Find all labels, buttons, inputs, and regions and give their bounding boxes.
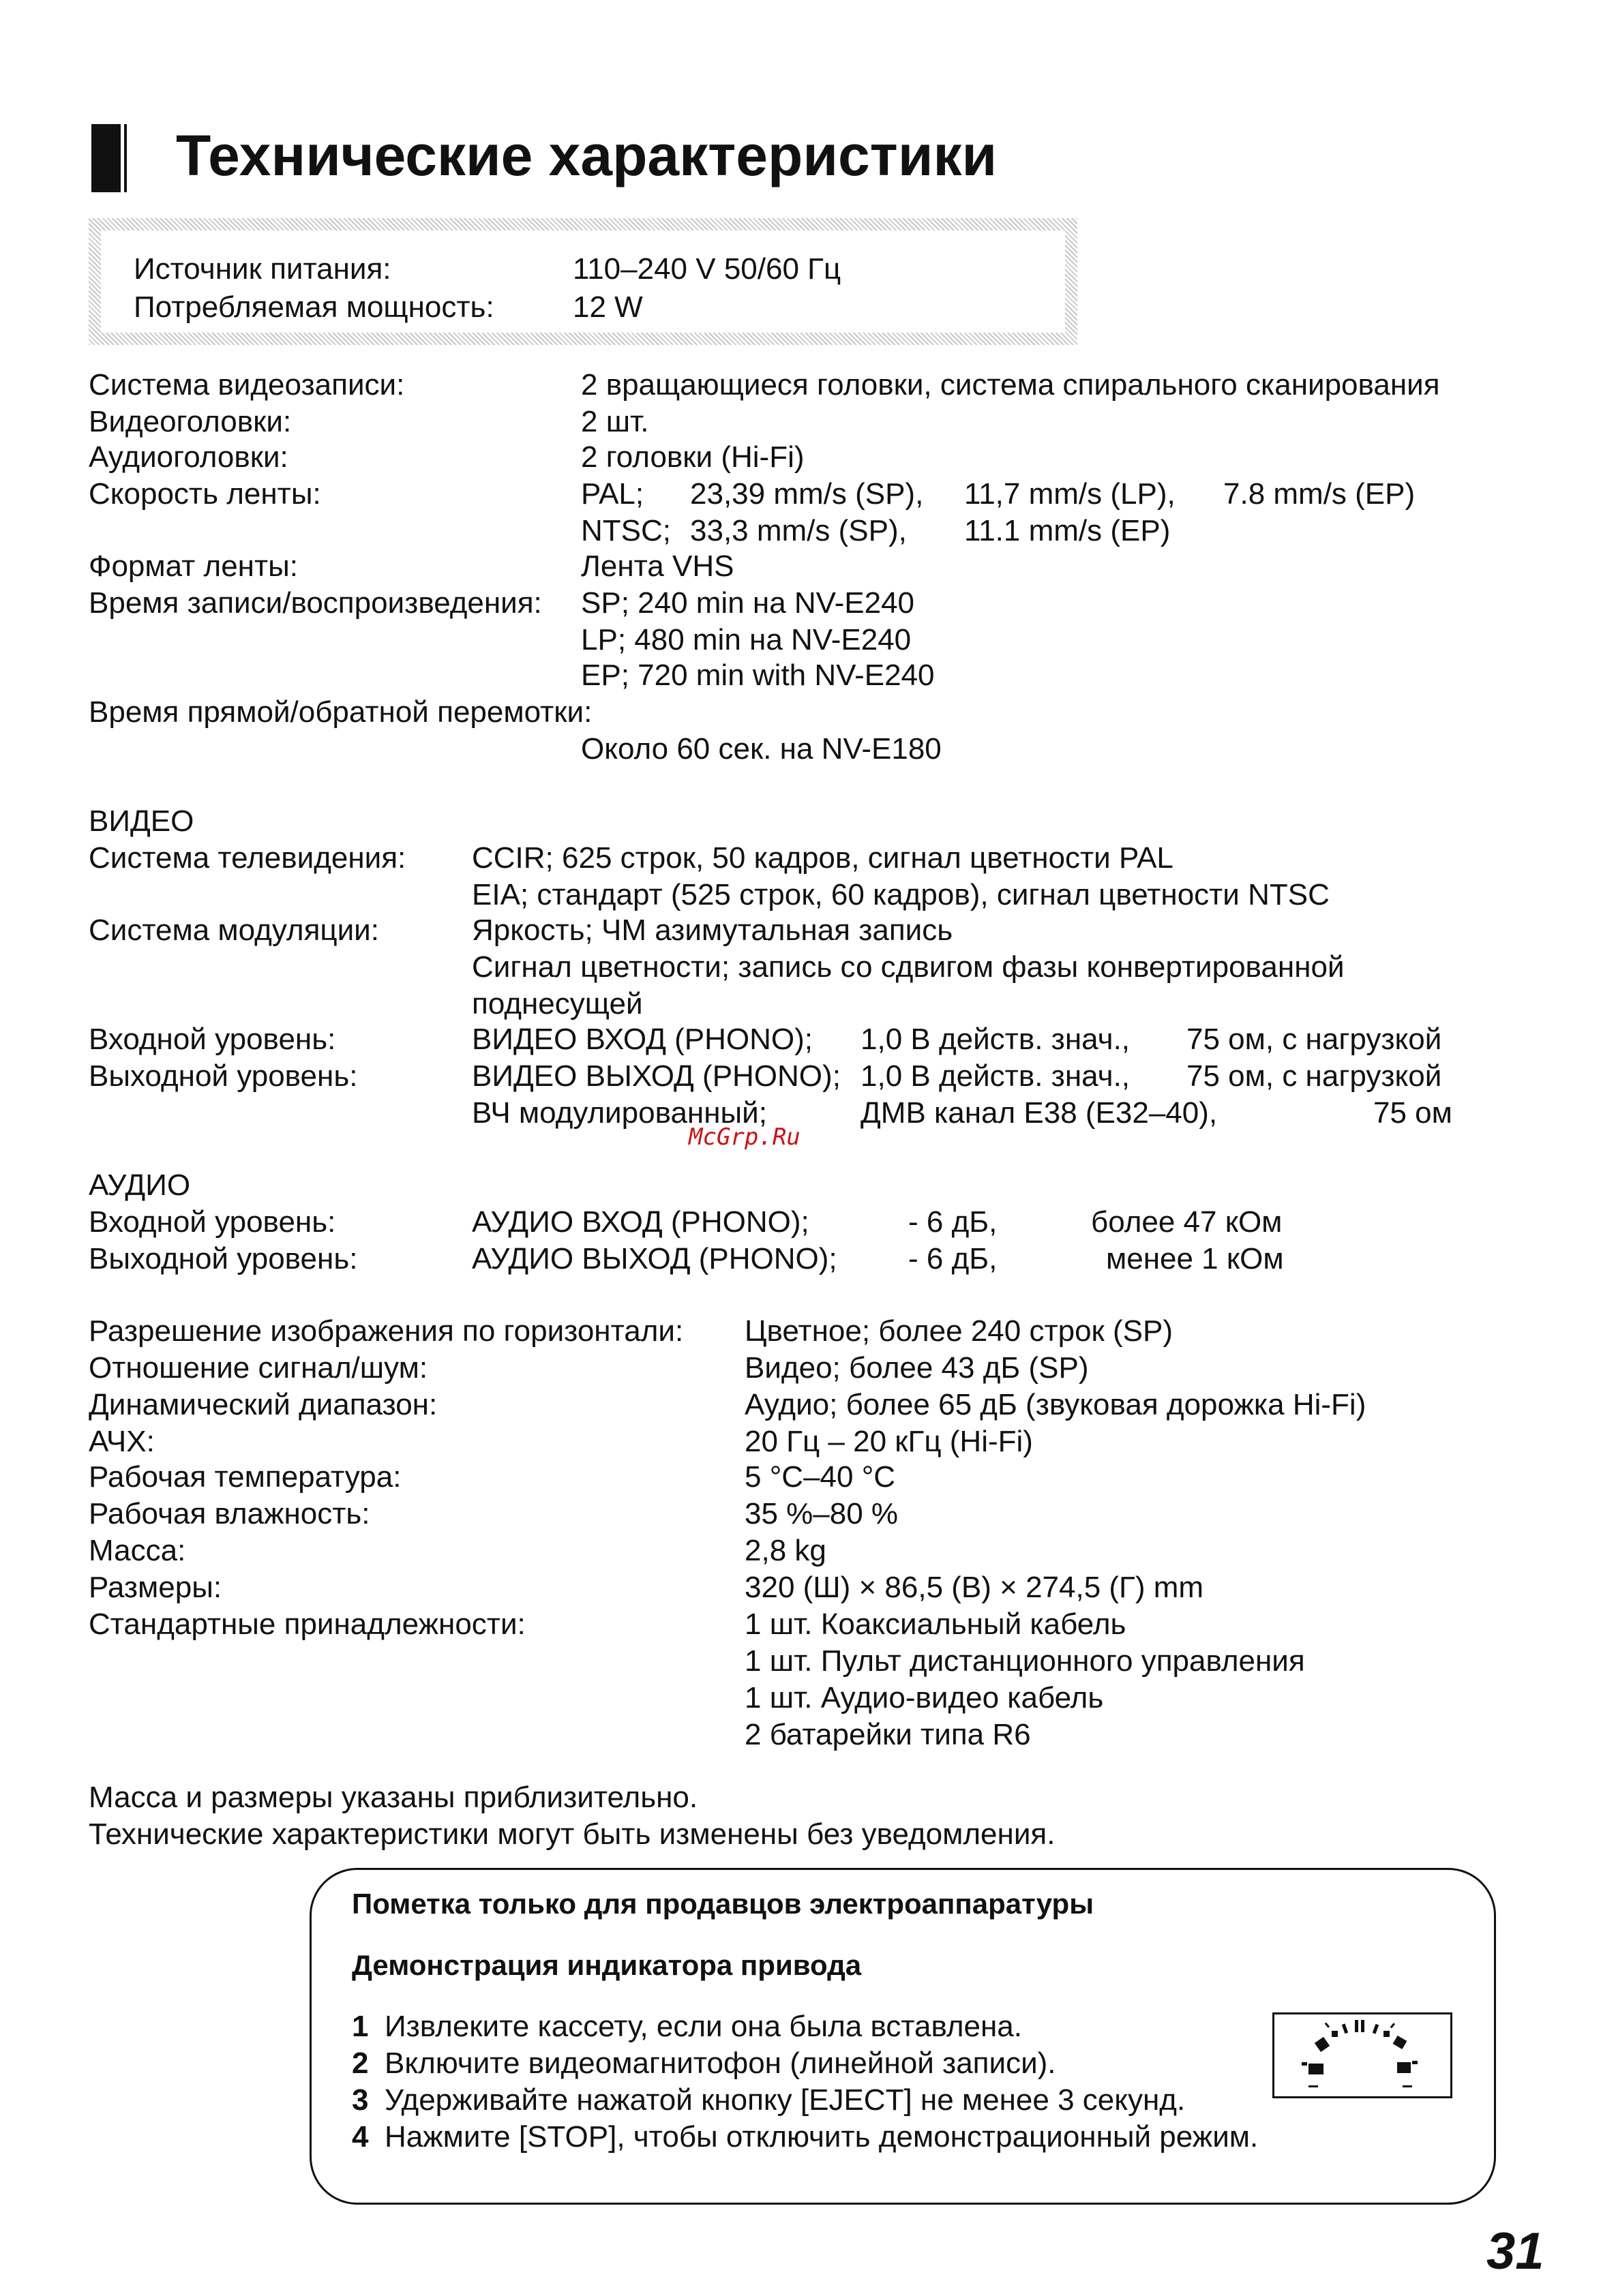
drive-indicator-illustration — [1272, 2012, 1452, 2098]
step-number: 3 — [352, 2083, 369, 2117]
spec-label: Аудиоголовки: — [89, 440, 288, 474]
spec-label: Рабочая температура: — [89, 1460, 402, 1494]
note: Масса и размеры указаны приблизительно. — [89, 1781, 698, 1814]
spec-value: - 6 дБ, — [908, 1205, 998, 1239]
accessory-item: 1 шт. Коаксиальный кабель — [745, 1607, 1126, 1641]
spec-value: АУДИО ВХОД (PHONO); — [472, 1205, 809, 1239]
rec-time-sp: SP; 240 min на NV-E240 — [581, 586, 915, 620]
step-text: Извлеките кассету, если она была вставлена. — [385, 2010, 1022, 2043]
power-consumption-value: 12 W — [573, 290, 643, 324]
spec-label: Выходной уровень: — [89, 1059, 358, 1093]
rec-time-label: Время записи/воспроизведения: — [89, 586, 542, 620]
tape-speed-pal-ep: 7.8 mm/s (EP) — [1223, 477, 1416, 511]
spec-value: Яркость; ЧМ азимутальная запись — [472, 913, 953, 947]
spec-value: АУДИО ВЫХОД (PHONO); — [472, 1242, 837, 1275]
rec-time-lp: LP; 480 min на NV-E240 — [581, 623, 912, 656]
spec-value: CCIR; 625 строк, 50 кадров, сигнал цветности PAL — [472, 841, 1173, 875]
spec-label: Система телевидения: — [89, 841, 406, 875]
dealer-subheading: Демонстрация индикатора привода — [352, 1949, 862, 1981]
note: Технические характеристики могут быть изменены без уведомления. — [89, 1817, 1056, 1851]
step-text: Включите видеомагнитофон (линейной записи). — [385, 2046, 1056, 2080]
tape-speed-ntsc-sp: 33,3 mm/s (SP), — [690, 514, 907, 547]
spec-label: Выходной уровень: — [89, 1242, 358, 1275]
spec-value: 2 шт. — [581, 405, 649, 438]
tape-speed-ntsc: NTSC; — [581, 514, 671, 547]
spec-value: ВИДЕО ВЫХОД (PHONO); — [472, 1059, 841, 1093]
spec-value: 75 ом, с нагрузкой — [1186, 1023, 1442, 1056]
spec-value: 2,8 kg — [745, 1534, 826, 1567]
spec-value: 320 (Ш) × 86,5 (В) × 274,5 (Г) mm — [745, 1571, 1204, 1604]
tape-speed-pal-lp: 11,7 mm/s (LP), — [964, 477, 1176, 511]
spec-value: 75 ом — [1373, 1096, 1452, 1130]
spec-label: Система видеозаписи: — [89, 368, 405, 402]
spec-label: Формат ленты: — [89, 549, 298, 583]
spec-label: Система модуляции: — [89, 913, 379, 947]
step-number: 4 — [352, 2120, 369, 2154]
rewind-value: Около 60 сек. на NV-E180 — [581, 732, 942, 766]
page-number: 31 — [1486, 2222, 1544, 2280]
spec-value: EIA; стандарт (525 строк, 60 кадров), сигнал цветности NTSC — [472, 878, 1330, 911]
spec-value: ДМВ канал E38 (E32–40), — [861, 1096, 1218, 1130]
spec-label: Видеоголовки: — [89, 405, 292, 438]
rec-time-ep: EP; 720 min with NV-E240 — [581, 659, 935, 692]
spec-label: Размеры: — [89, 1571, 222, 1604]
spec-value: 2 головки (Hi-Fi) — [581, 440, 805, 474]
power-source-value: 110–240 V 50/60 Гц — [573, 252, 841, 286]
accessory-item: 2 батарейки типа R6 — [745, 1718, 1031, 1751]
drive-indicator-icon — [1274, 2014, 1450, 2096]
spec-label: Разрешение изображения по горизонтали: — [89, 1314, 684, 1348]
step-text: Удерживайте нажатой кнопку [EJECT] не менее 3 секунд. — [385, 2083, 1186, 2117]
spec-value: Цветное; более 240 строк (SP) — [745, 1314, 1173, 1348]
video-heading: ВИДЕО — [89, 804, 194, 838]
spec-value: Видео; более 43 дБ (SP) — [745, 1351, 1089, 1385]
accessories-label: Стандартные принадлежности: — [89, 1607, 526, 1641]
spec-value: 1,0 В действ. знач., — [861, 1023, 1131, 1056]
spec-label: Входной уровень: — [89, 1205, 336, 1239]
spec-label: Входной уровень: — [89, 1023, 336, 1056]
power-consumption-label: Потребляемая мощность: — [134, 290, 494, 324]
spec-value: Сигнал цветности; запись со сдвигом фазы конвертированной — [472, 950, 1345, 984]
step-number: 2 — [352, 2046, 369, 2080]
spec-value: 1,0 В действ. знач., — [861, 1059, 1131, 1093]
spec-value: 5 °C–40 °C — [745, 1460, 896, 1494]
accessory-item: 1 шт. Пульт дистанционного управления — [745, 1644, 1305, 1678]
spec-label: Отношение сигнал/шум: — [89, 1351, 428, 1385]
dealer-heading: Пометка только для продавцов электроаппаратуры — [352, 1888, 1094, 1920]
audio-heading: АУДИО — [89, 1168, 191, 1202]
spec-value: 75 ом, с нагрузкой — [1186, 1059, 1442, 1093]
spec-value: 20 Гц – 20 кГц (Hi-Fi) — [745, 1425, 1033, 1458]
spec-value: - 6 дБ, — [908, 1242, 998, 1275]
step-text: Нажмите [STOP], чтобы отключить демонстрационный режим. — [385, 2120, 1259, 2154]
tape-speed-pal: PAL; — [581, 477, 644, 511]
spec-value: более 47 кОм — [1091, 1205, 1283, 1239]
spec-value: поднесущей — [472, 987, 643, 1021]
spec-value: 2 вращающиеся головки, система спирального сканирования — [581, 368, 1440, 402]
accessory-item: 1 шт. Аудио-видео кабель — [745, 1681, 1104, 1715]
spec-value: менее 1 кОм — [1106, 1242, 1284, 1275]
tape-speed-pal-sp: 23,39 mm/s (SP), — [690, 477, 924, 511]
rewind-label: Время прямой/обратной перемотки: — [89, 695, 593, 729]
spec-value: ВИДЕО ВХОД (PHONO); — [472, 1023, 813, 1056]
spec-value: Аудио; более 65 дБ (звуковая дорожка Hi-Fi) — [745, 1388, 1366, 1421]
power-source-label: Источник питания: — [134, 252, 391, 286]
tape-speed-label: Скорость ленты: — [89, 477, 321, 511]
heading-marker — [91, 124, 127, 192]
spec-value: Лента VHS — [581, 549, 734, 583]
spec-label: Рабочая влажность: — [89, 1497, 370, 1530]
page-title: Технические характеристики — [176, 123, 998, 187]
spec-label: АЧХ: — [89, 1425, 155, 1458]
spec-value: ВЧ модулированный; — [472, 1096, 767, 1130]
spec-value: 35 %–80 % — [745, 1497, 899, 1530]
step-number: 1 — [352, 2010, 369, 2043]
watermark: McGrp.Ru — [689, 1123, 800, 1151]
spec-label: Динамический диапазон: — [89, 1388, 438, 1421]
tape-speed-ntsc-ep: 11.1 mm/s (EP) — [964, 514, 1171, 547]
spec-label: Масса: — [89, 1534, 186, 1567]
